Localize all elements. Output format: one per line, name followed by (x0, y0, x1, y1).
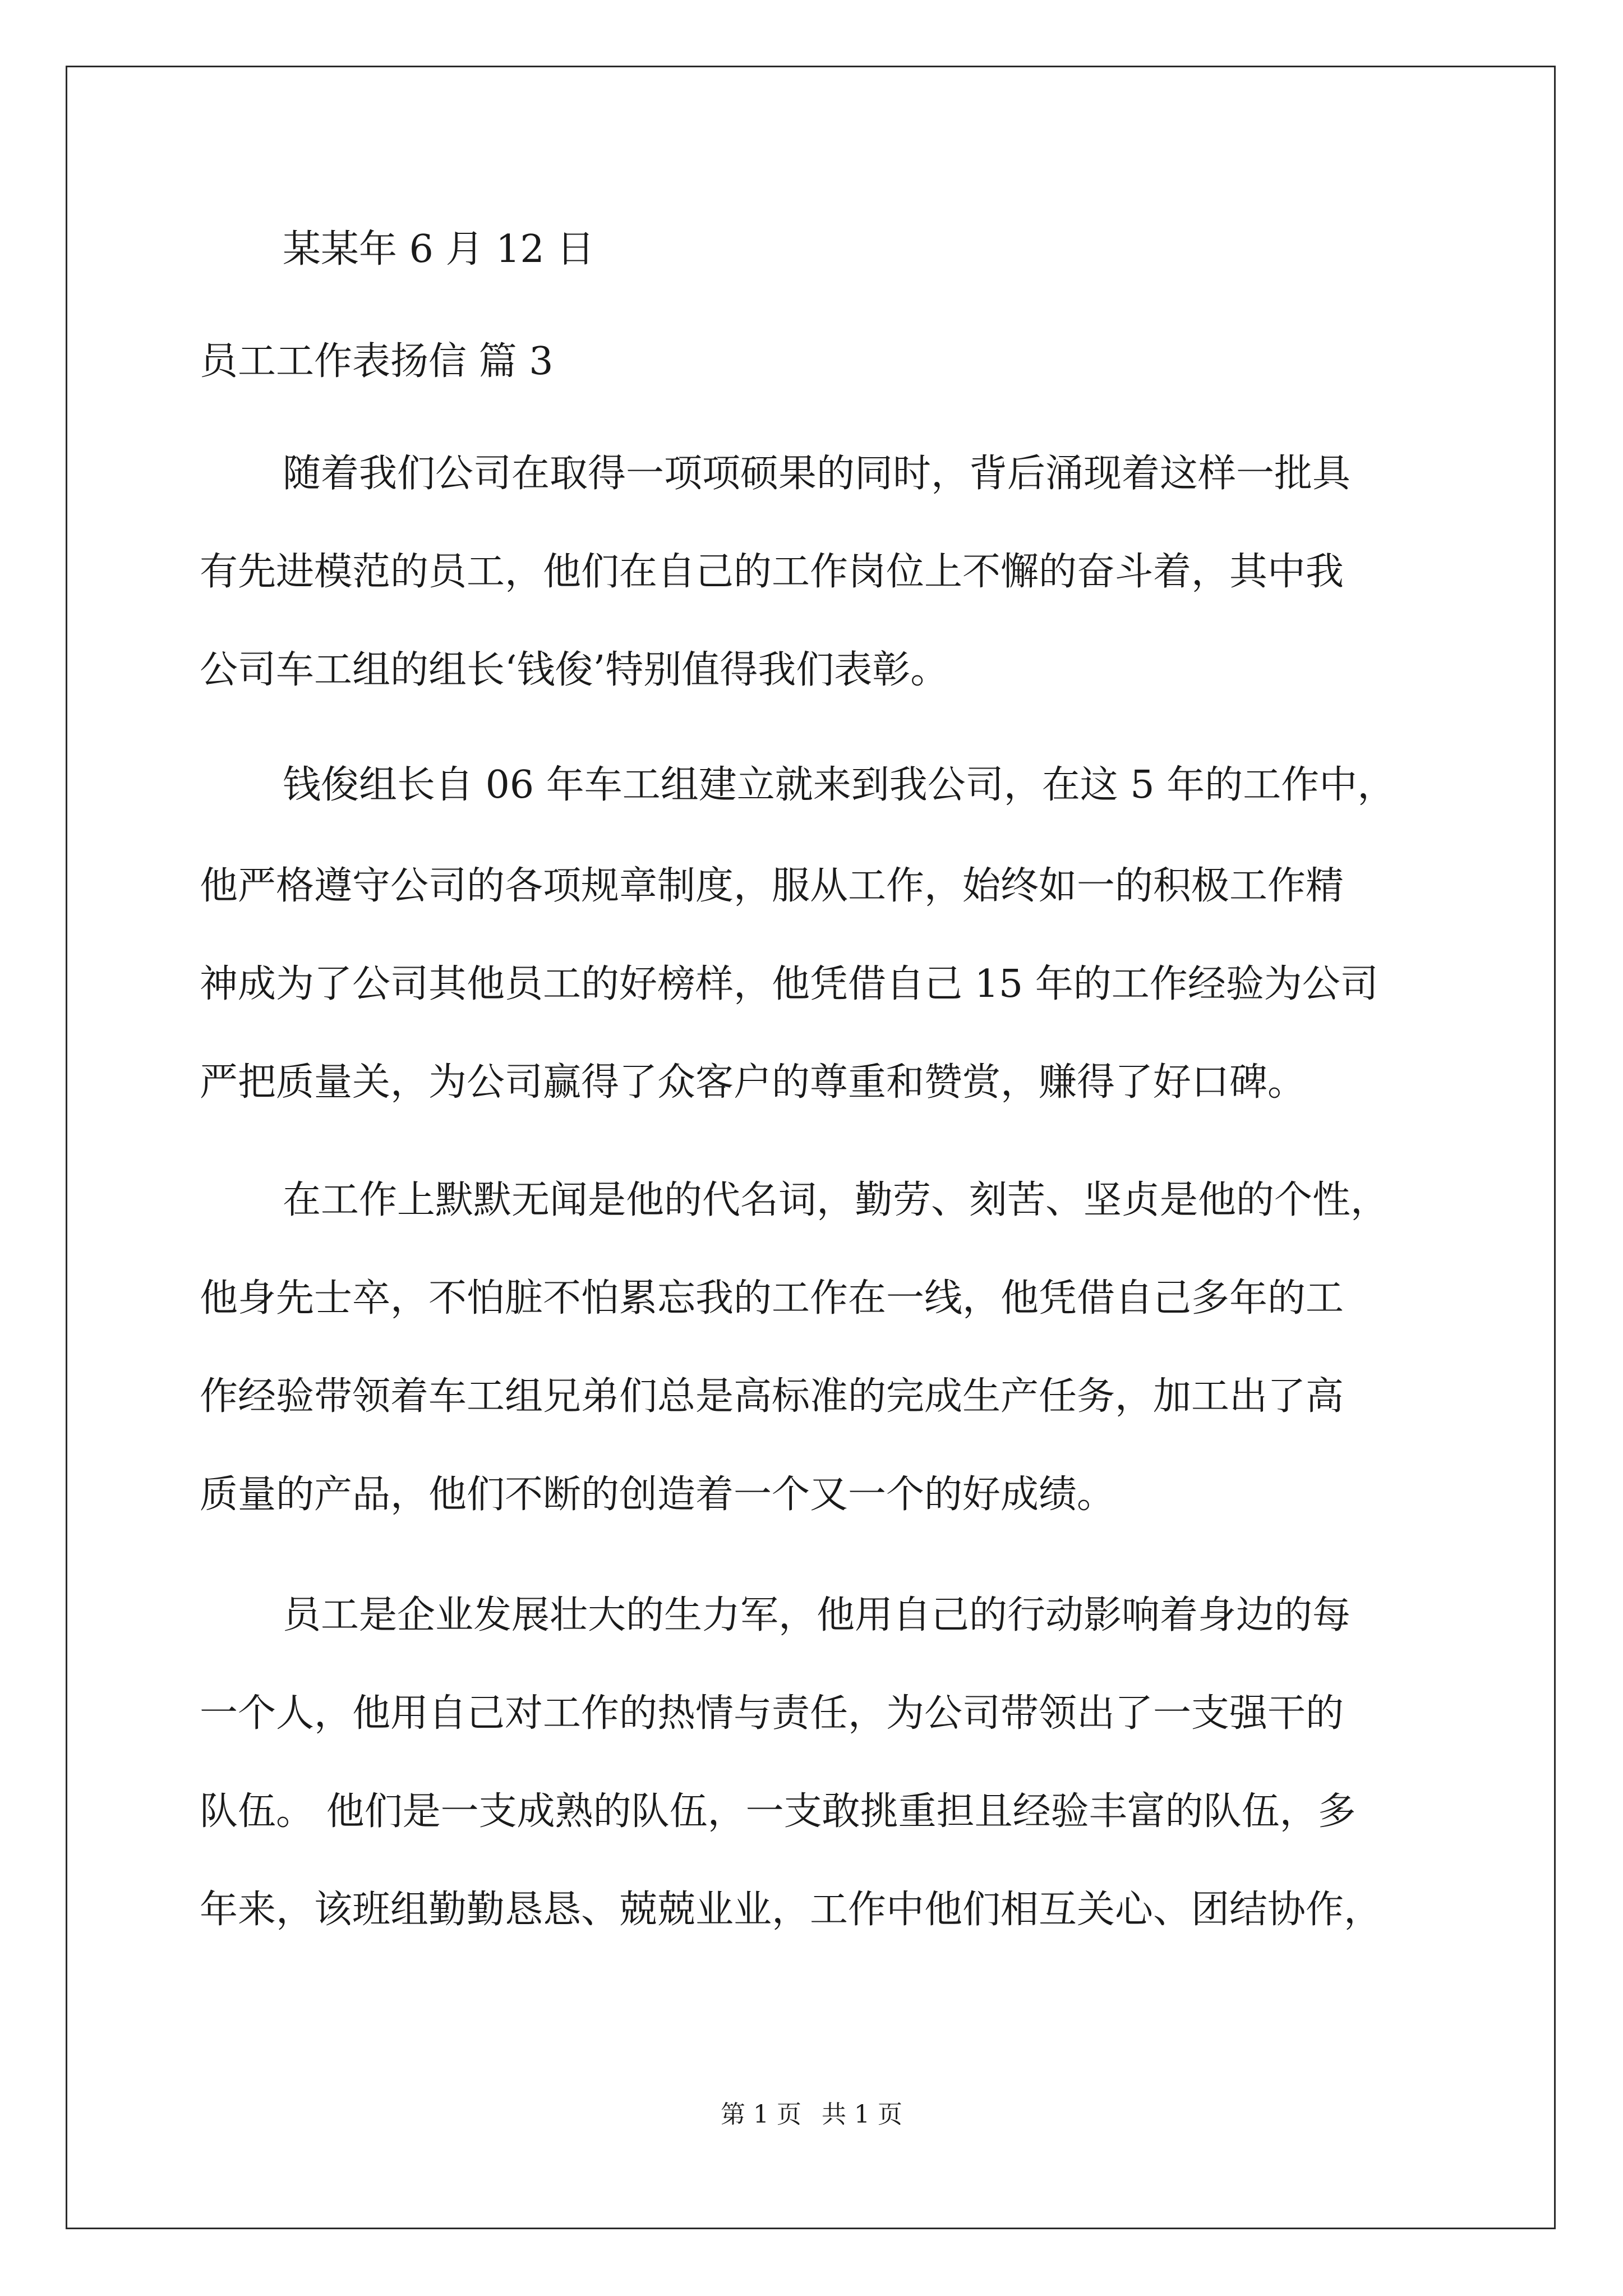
document-body (200, 0, 1417, 2296)
paragraph-line: 一个人，他用自己对工作的热情与责任，为公司带领出了一支强干的 (200, 1691, 1344, 1736)
paragraph-line: 队伍。 他们是一支成熟的队伍，一支敢挑重担且经验丰富的队伍，多 (200, 1789, 1356, 1834)
paragraph-line: 作经验带领着车工组兄弟们总是高标准的完成生产任务，加工出了高 (200, 1374, 1344, 1419)
paragraph-line: 钱俊组长自 06 年车工组建立就来到我公司，在这 5 年的工作中， (283, 763, 1396, 807)
paragraph-line: 员工是企业发展壮大的生力军，他用自己的行动影响着身边的每 (283, 1593, 1351, 1637)
paragraph-line: 公司车工组的组长‘钱俊’特别值得我们表彰。 (200, 648, 949, 692)
paragraph-line: 有先进模范的员工，他们在自己的工作岗位上不懈的奋斗着，其中我 (200, 550, 1344, 594)
page-number: 第 1 页 (721, 2100, 801, 2129)
section-heading: 员工工作表扬信 篇 3 (200, 339, 554, 384)
paragraph-line: 质量的产品，他们不断的创造着一个又一个的好成绩。 (200, 1473, 1115, 1517)
page-total: 共 1 页 (822, 2100, 902, 2129)
paragraph-line: 神成为了公司其他员工的好榜样，他凭借自己 15 年的工作经验为公司 (200, 962, 1378, 1006)
paragraph-line: 年来，该班组勤勤恳恳、兢兢业业，工作中他们相互关心、团结协作， (200, 1888, 1382, 1932)
page-footer (0, 2098, 1623, 2132)
paragraph-line: 在工作上默默无闻是他的代名词，勤劳、刻苦、坚贞是他的个性， (283, 1178, 1389, 1222)
paragraph-line: 随着我们公司在取得一项项硕果的同时，背后涌现着这样一批具 (283, 452, 1351, 496)
paragraph-line: 他身先士卒，不怕脏不怕累忘我的工作在一线，他凭借自己多年的工 (200, 1276, 1344, 1320)
paragraph-line: 他严格遵守公司的各项规章制度，服从工作，始终如一的积极工作精 (200, 864, 1344, 908)
paragraph-line: 严把质量关，为公司赢得了众客户的尊重和赞赏，赚得了好口碑。 (200, 1060, 1306, 1105)
date-line: 某某年 6 月 12 日 (283, 227, 595, 272)
